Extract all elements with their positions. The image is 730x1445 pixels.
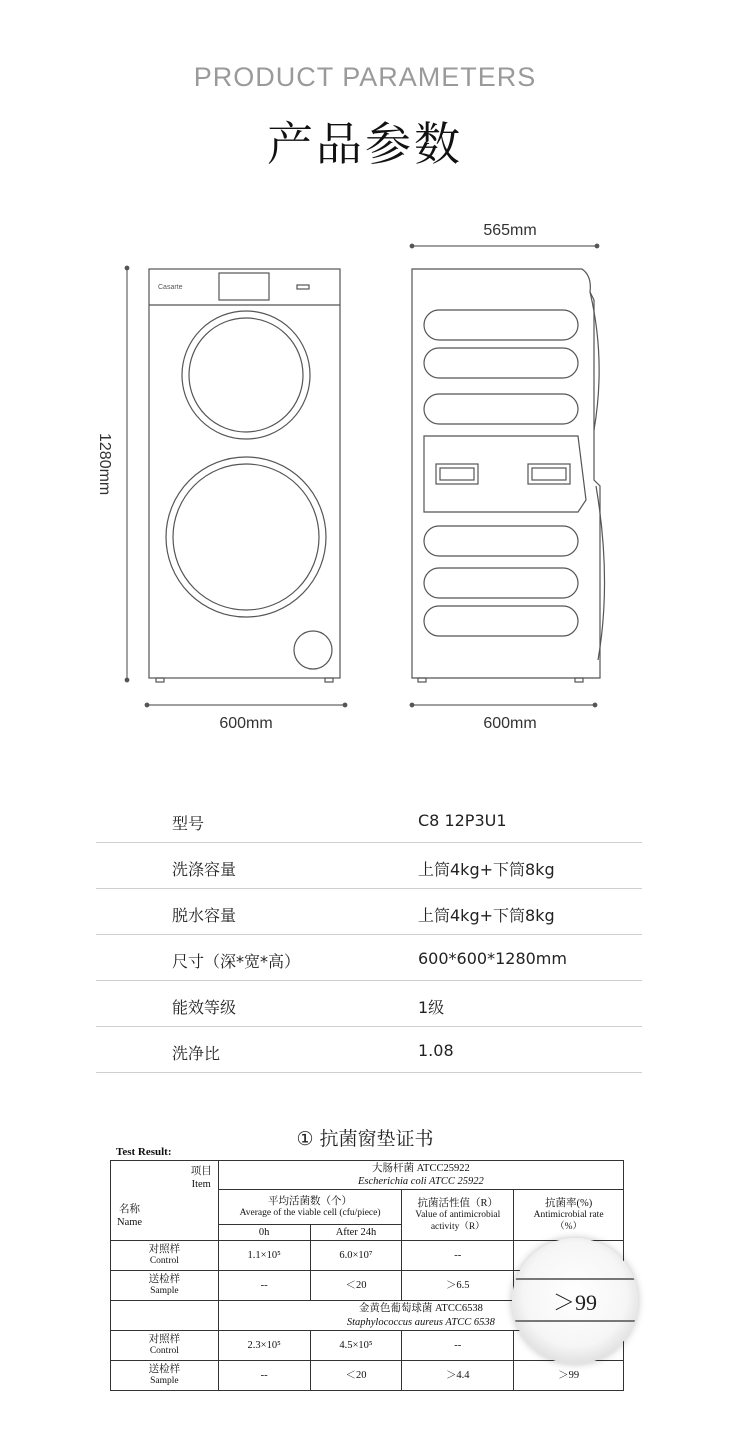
spec-key: 能效等级 (172, 998, 237, 1017)
control-cn: 对照样 (148, 1244, 181, 1255)
cell: 6.0×10⁷ (310, 1241, 402, 1271)
cell: -- (402, 1241, 514, 1271)
control-en: Control (149, 1346, 179, 1357)
cell (111, 1301, 219, 1331)
control-cn: 对照样 (148, 1334, 181, 1345)
rate-en: Antimicrobial rate (533, 1209, 604, 1220)
spec-value: 1.08 (418, 1041, 454, 1060)
sample-en: Sample (150, 1286, 179, 1297)
spec-row-model (96, 797, 642, 843)
cell: -- (218, 1271, 310, 1301)
name-en: Name (117, 1217, 143, 1229)
cell: 4.5×10⁵ (310, 1331, 402, 1361)
magnifier-lens (512, 1238, 638, 1364)
upper-drum-door (182, 311, 310, 439)
activity-en: Value of antimicrobial activity（R） (415, 1209, 501, 1232)
item-cn: 项目 (190, 1166, 212, 1177)
spec-key: 脱水容量 (172, 906, 237, 925)
row-control-2 (111, 1331, 219, 1361)
magnifier-line (512, 1278, 638, 1280)
col-24h: After 24h (310, 1224, 402, 1240)
spec-value: 600*600*1280mm (418, 949, 567, 968)
cell: ＜20 (310, 1361, 402, 1391)
spec-row-energy-grade (96, 981, 642, 1027)
spec-value: C8 12P3U1 (418, 811, 507, 830)
spec-row-dimensions (96, 935, 642, 981)
spec-key: 洗涤容量 (172, 860, 237, 879)
row-sample-2 (111, 1361, 219, 1391)
spec-value: 上筒4kg+下筒8kg (418, 860, 555, 879)
bacteria1-header (218, 1161, 623, 1190)
display-panel (219, 273, 269, 300)
spec-row-wash-capacity (96, 843, 642, 889)
test-result-label: Test Result: (116, 1146, 172, 1158)
col-0h: 0h (218, 1224, 310, 1240)
spec-table (96, 797, 642, 1073)
spec-key: 洗净比 (172, 1044, 221, 1063)
cell: -- (218, 1361, 310, 1391)
spec-value: 1级 (418, 998, 445, 1017)
cell: ＞6.5 (402, 1271, 514, 1301)
rate-cn: 抗菌率(%) (544, 1197, 593, 1209)
spec-row-wash-ratio (96, 1027, 642, 1073)
spec-key: 型号 (172, 814, 205, 833)
brand-logo: Casarte (158, 284, 183, 291)
item-en: Item (191, 1179, 211, 1191)
rate-unit: （%） (555, 1221, 583, 1232)
magnified-value: ＞99 (552, 1290, 597, 1315)
sample-en: Sample (150, 1376, 179, 1387)
side-top-label: 565mm (483, 222, 537, 239)
activity-cn: 抗菌活性值（R） (417, 1197, 499, 1209)
item-name-header (111, 1161, 219, 1241)
certificate-scan (108, 1146, 628, 1391)
cell: 1.1×10⁵ (218, 1241, 310, 1271)
bacteria2-en: Staphylococcus aureus ATCC 6538 (346, 1316, 495, 1328)
rate-header (514, 1190, 624, 1241)
bacteria1-en: Escherichia coli ATCC 25922 (358, 1176, 484, 1188)
cell: ＞99 (514, 1361, 624, 1391)
row-sample-1 (111, 1271, 219, 1301)
avg-header (218, 1190, 402, 1225)
spec-value: 上筒4kg+下筒8kg (418, 906, 555, 925)
sample-cn: 送检样 (148, 1364, 181, 1375)
row-control-1 (111, 1241, 219, 1271)
height-label: 1280mm (96, 433, 113, 496)
certificate-title: ① 抗菌窗垫证书 (296, 1128, 434, 1150)
avg-cn: 平均活菌数（个） (268, 1195, 353, 1207)
spec-key: 尺寸（深*宽*高） (172, 952, 301, 971)
bacteria2-cn: 金黄色葡萄球菌 ATCC6538 (358, 1303, 483, 1315)
control-en: Control (149, 1256, 179, 1267)
cell: 2.3×10⁵ (218, 1331, 310, 1361)
front-width-label: 600mm (219, 715, 273, 732)
activity-header (402, 1190, 514, 1241)
cell: ＞4.4 (402, 1361, 514, 1391)
magnifier-line (512, 1320, 638, 1322)
name-cn: 名称 (119, 1204, 141, 1215)
cell: -- (402, 1331, 514, 1361)
sample-cn: 送检样 (148, 1274, 181, 1285)
lower-drum-door (166, 457, 326, 617)
side-depth-label: 600mm (483, 715, 537, 732)
cell: ＜20 (310, 1271, 402, 1301)
subtitle-en: PRODUCT PARAMETERS (193, 62, 537, 92)
avg-en: Average of the viable cell (cfu/piece) (239, 1207, 381, 1218)
spec-row-spin-capacity (96, 889, 642, 935)
page-title: 产品参数 (267, 117, 463, 171)
filter-cover (294, 631, 332, 669)
bacteria1-cn: 大肠杆菌 ATCC25922 (372, 1163, 470, 1174)
